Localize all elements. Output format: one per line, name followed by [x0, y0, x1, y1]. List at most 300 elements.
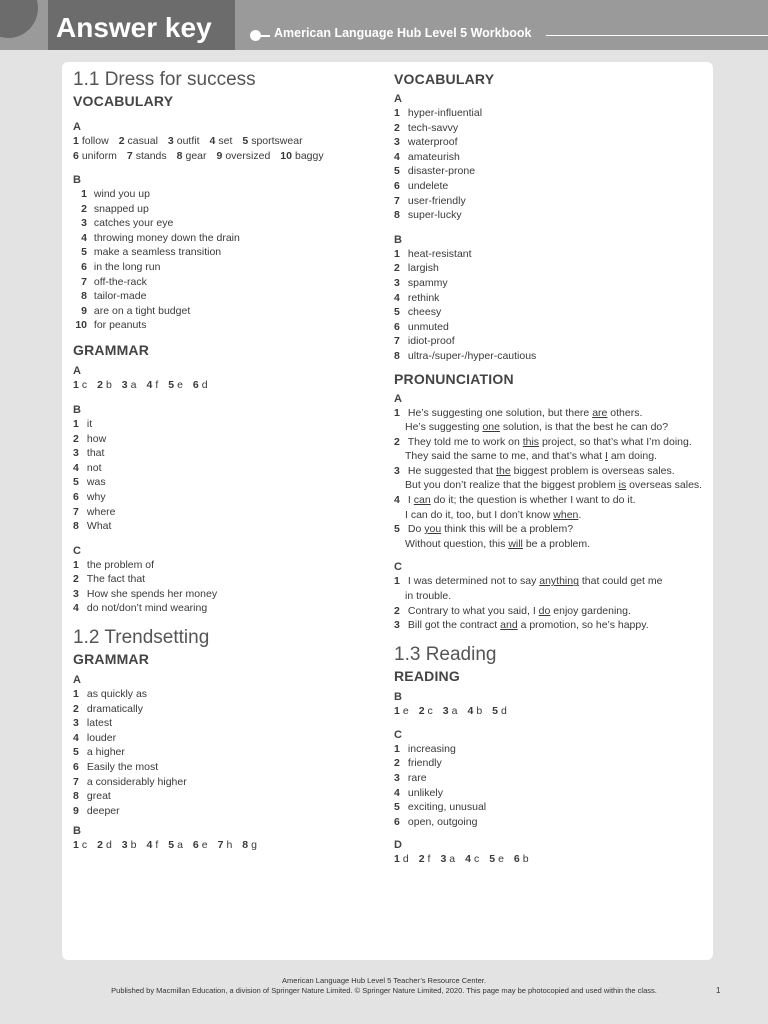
- item-number: 8: [394, 209, 400, 222]
- sentence-item: [394, 604, 704, 619]
- item-number: 7: [73, 775, 79, 788]
- item-number: 4: [209, 135, 216, 147]
- subsection-label: A: [73, 674, 81, 687]
- answer-pair: [514, 853, 529, 865]
- item-answer: sportswear: [251, 135, 303, 147]
- item-number: 5: [81, 246, 87, 259]
- subsection-label: A: [73, 121, 81, 133]
- item-answer: c: [81, 839, 88, 852]
- item-answer: h: [226, 839, 233, 852]
- item-number: 3: [394, 136, 400, 149]
- list-item: [73, 231, 383, 246]
- item-number: 5: [73, 476, 79, 489]
- item-number: 6: [73, 761, 79, 774]
- item-number: 6: [394, 320, 400, 333]
- list-item: [394, 786, 704, 801]
- sentence-item: [394, 574, 704, 589]
- answer-pair: [193, 839, 208, 851]
- stressed-word: can: [413, 494, 431, 507]
- list-item: [73, 519, 383, 534]
- answer-pair: [122, 379, 137, 391]
- list-item: [73, 731, 383, 746]
- sentence-text: I was determined not to say: [407, 575, 540, 588]
- item-number: 3: [121, 839, 128, 852]
- item-number: 8: [394, 349, 400, 362]
- item-number: 8: [176, 150, 183, 162]
- book-title: American Language Hub Level 5 Workbook: [274, 26, 532, 40]
- item-answer: disaster-prone: [407, 165, 476, 178]
- sentence-text: But you don’t realize that the biggest problem: [405, 479, 619, 492]
- item-number: 7: [73, 505, 79, 518]
- list-item: [73, 446, 383, 461]
- answer-pair: [73, 379, 87, 391]
- sentence-text: do it; the question is whether I want to do it.: [430, 494, 636, 507]
- item-number: 8: [73, 520, 79, 533]
- item-answer: a: [449, 853, 456, 866]
- answer-pair: [73, 135, 109, 147]
- sentence-item: [394, 618, 704, 633]
- item-answer: ultra-/super-/hyper-cautious: [407, 349, 537, 362]
- item-number: 4: [467, 704, 474, 717]
- answer-pair: [97, 839, 112, 851]
- answer-pair: [419, 853, 431, 865]
- item-answer: a considerably higher: [86, 775, 187, 788]
- subsection-label: B: [73, 174, 81, 186]
- sentence-text: in trouble.: [405, 590, 452, 603]
- answer-pair: [443, 705, 458, 717]
- item-answer: catches your eye: [93, 217, 174, 230]
- list-item: [394, 349, 704, 364]
- item-number: 8: [242, 839, 249, 852]
- item-number: 8: [81, 290, 87, 303]
- list-item: [394, 291, 704, 306]
- sentence-text: others.: [607, 406, 643, 419]
- item-answer: outfit: [176, 135, 200, 147]
- item-number: 2: [118, 135, 125, 147]
- stressed-word: are: [592, 406, 608, 419]
- item-answer: b: [105, 378, 112, 391]
- item-number: 2: [394, 757, 400, 770]
- item-number: 2: [394, 262, 400, 275]
- item-number: 5: [394, 306, 400, 319]
- answer-row: [73, 134, 383, 149]
- list-item: [394, 815, 704, 830]
- list-item: [394, 150, 704, 165]
- list-item: [73, 804, 383, 819]
- sentence-text: They told me to work on: [407, 435, 523, 448]
- item-number: 5: [168, 378, 175, 391]
- item-answer: louder: [86, 731, 117, 744]
- item-number: 7: [217, 839, 224, 852]
- list-item: [394, 334, 704, 349]
- sentence-item: [394, 435, 704, 450]
- section-title: VOCABULARY: [394, 71, 495, 87]
- item-number: 4: [394, 291, 400, 304]
- list-item: [394, 771, 704, 786]
- sentence-list: [394, 406, 704, 552]
- sentence-text: I: [407, 494, 414, 507]
- item-answer: unlikely: [407, 786, 443, 799]
- sentence-text: He suggested that: [407, 464, 497, 477]
- subsection-label: C: [73, 544, 81, 557]
- sentence-text: .: [578, 508, 582, 521]
- unit-title: 1.2 Trendsetting: [73, 627, 210, 649]
- item-answer: c: [473, 853, 480, 866]
- item-number: 4: [73, 461, 79, 474]
- unit-title: 1.3 Reading: [394, 643, 497, 665]
- subsection-label: B: [73, 403, 81, 416]
- item-answer: super-lucky: [407, 209, 462, 222]
- item-number: 1: [73, 417, 79, 430]
- answer-row: [73, 149, 383, 164]
- list-item: [73, 304, 383, 319]
- item-answer: f: [155, 378, 159, 391]
- item-number: 5: [489, 853, 496, 866]
- answer-pair: [168, 839, 183, 851]
- item-answer: not: [86, 461, 102, 474]
- item-number: 7: [81, 275, 87, 288]
- item-answer: exciting, unusual: [407, 801, 487, 814]
- item-number: 6: [81, 260, 87, 273]
- sentence-text: am doing.: [607, 450, 657, 463]
- answer-pair: [465, 853, 479, 865]
- sentence-text: I can do it, too, but I don’t know: [405, 508, 554, 521]
- item-answer: a: [130, 378, 137, 391]
- sentence-text: He’s suggesting: [405, 421, 483, 434]
- list-item: [73, 789, 383, 804]
- list-item: [394, 121, 704, 136]
- item-answer: do not/don’t mind wearing: [86, 602, 208, 615]
- item-answer: undelete: [407, 179, 449, 192]
- item-answer: cheesy: [407, 306, 442, 319]
- item-number: 3: [73, 717, 79, 730]
- list-item: [394, 276, 704, 291]
- answer-pair: [210, 135, 233, 147]
- item-answer: spammy: [407, 276, 448, 289]
- list-item: [73, 702, 383, 717]
- answer-pair: [146, 379, 158, 391]
- sentence-item: [394, 522, 704, 537]
- item-number: 3: [121, 378, 128, 391]
- answer-row: [73, 378, 383, 393]
- item-answer: hyper-influential: [407, 107, 483, 119]
- item-answer: the problem of: [86, 558, 155, 571]
- subsection-label: D: [394, 839, 402, 852]
- item-number: 1: [394, 406, 400, 419]
- item-answer: user-friendly: [407, 194, 466, 207]
- item-number: 5: [394, 801, 400, 814]
- item-answer: e: [402, 704, 409, 717]
- item-answer: a higher: [86, 746, 125, 759]
- bullet-dash: [260, 35, 270, 37]
- answer-pair: [440, 853, 455, 865]
- answer-pair: [168, 135, 200, 147]
- item-answer: tech-savvy: [407, 121, 459, 134]
- list-item: [73, 558, 383, 573]
- answer-pair: [489, 853, 504, 865]
- item-answer: b: [522, 853, 529, 866]
- stressed-word: do: [538, 604, 551, 617]
- answer-pair: [218, 839, 233, 851]
- section-title: GRAMMAR: [73, 651, 150, 668]
- item-number: 6: [73, 490, 79, 503]
- left-column: [73, 68, 383, 853]
- item-number: 4: [146, 378, 153, 391]
- answer-pair: [280, 150, 323, 162]
- item-number: 9: [81, 304, 87, 317]
- list-item: [73, 245, 383, 260]
- item-answer: make a seamless transition: [93, 246, 222, 259]
- item-answer: e: [177, 378, 183, 391]
- answer-pair: [73, 150, 117, 162]
- item-number: 4: [81, 231, 87, 244]
- list-item: [73, 490, 383, 505]
- subsection-label: A: [73, 364, 81, 377]
- item-answer: why: [86, 490, 106, 503]
- stressed-word: this: [522, 435, 540, 448]
- item-number: 2: [97, 378, 103, 391]
- list-item: [394, 208, 704, 223]
- item-answer: What: [86, 520, 112, 533]
- item-number: 1: [394, 853, 400, 866]
- item-answer: as quickly as: [86, 688, 148, 701]
- stressed-word: and: [500, 619, 518, 632]
- sentence-text: They said the same to me, and that’s what: [405, 450, 605, 463]
- list-item: [73, 187, 383, 202]
- sentence-text: enjoy gardening.: [550, 604, 631, 617]
- list-item: [73, 745, 383, 760]
- answer-list: [73, 417, 383, 534]
- sentence-item: [394, 406, 704, 421]
- item-number: 6: [73, 150, 79, 162]
- sentence-text: Contrary to what you said, I: [407, 604, 539, 617]
- item-number: 3: [394, 772, 400, 784]
- stressed-word: you: [424, 523, 442, 536]
- item-answer: wind you up: [93, 188, 150, 200]
- item-number: 3: [167, 135, 174, 147]
- sentence-text: Without question, this: [405, 537, 509, 550]
- sentence-text: project, so that’s what I’m doing.: [539, 435, 692, 448]
- list-item: [394, 800, 704, 815]
- item-number: 2: [73, 573, 79, 586]
- item-answer: heat-resistant: [407, 247, 472, 260]
- answer-card: [62, 62, 713, 960]
- item-answer: f: [427, 853, 431, 866]
- item-number: 5: [73, 746, 79, 759]
- item-number: 7: [126, 150, 133, 162]
- sentence-text: He’s suggesting one solution, but there: [407, 406, 593, 419]
- item-answer: set: [218, 135, 233, 147]
- subsection-label: B: [394, 233, 402, 246]
- item-answer: f: [155, 839, 159, 852]
- item-answer: was: [86, 476, 106, 489]
- item-number: 3: [394, 464, 400, 477]
- sentence-continuation: [394, 478, 704, 493]
- answer-pair: [177, 150, 207, 162]
- item-answer: gear: [185, 150, 207, 162]
- item-number: 8: [73, 790, 79, 803]
- item-answer: a: [177, 839, 183, 852]
- sentence-text: that could get me: [578, 575, 663, 588]
- item-number: 6: [192, 839, 199, 852]
- list-item: [394, 261, 704, 276]
- sentence-continuation: [394, 508, 704, 523]
- item-answer: rare: [407, 772, 427, 784]
- list-item: [73, 716, 383, 731]
- item-number: 4: [73, 731, 79, 744]
- item-answer: friendly: [407, 757, 442, 770]
- item-answer: that: [86, 447, 105, 460]
- sentence-continuation: [394, 420, 704, 435]
- answer-pair: [394, 853, 409, 865]
- stressed-word: will: [508, 537, 523, 550]
- sentence-text: overseas sales.: [626, 479, 703, 492]
- item-number: 1: [73, 378, 79, 391]
- item-answer: in the long run: [93, 260, 161, 273]
- item-answer: amateurish: [407, 150, 460, 163]
- item-number: 3: [394, 276, 400, 289]
- item-answer: for peanuts: [93, 319, 147, 332]
- item-answer: are on a tight budget: [93, 304, 191, 317]
- answer-list: [73, 558, 383, 616]
- subsection-label: C: [394, 561, 402, 574]
- list-item: [394, 135, 704, 150]
- item-number: 9: [216, 150, 223, 162]
- item-answer: increasing: [407, 742, 456, 755]
- item-answer: d: [402, 853, 409, 866]
- item-answer: deeper: [86, 804, 120, 817]
- stressed-word: one: [482, 421, 500, 434]
- item-answer: casual: [127, 135, 158, 147]
- item-number: 1: [394, 575, 400, 588]
- item-answer: e: [201, 839, 208, 852]
- answer-pair: [146, 839, 158, 851]
- item-number: 5: [394, 165, 400, 178]
- stressed-word: when: [553, 508, 579, 521]
- item-number: 1: [73, 839, 79, 852]
- item-number: 4: [465, 853, 471, 866]
- sentence-continuation: [394, 537, 704, 552]
- list-item: [73, 461, 383, 476]
- item-number: 1: [81, 188, 87, 200]
- stressed-word: anything: [539, 575, 579, 588]
- item-number: 1: [73, 688, 79, 701]
- list-item: [394, 164, 704, 179]
- answer-pair: [217, 150, 271, 162]
- item-number: 2: [418, 853, 425, 866]
- stressed-word: the: [496, 464, 511, 477]
- item-answer: stands: [135, 150, 167, 162]
- item-number: 3: [394, 619, 400, 632]
- item-answer: baggy: [294, 150, 324, 162]
- item-number: 6: [192, 378, 199, 391]
- answer-pair: [168, 379, 183, 391]
- item-answer: Easily the most: [86, 761, 159, 774]
- item-answer: d: [501, 704, 507, 717]
- item-answer: follow: [81, 135, 109, 147]
- item-answer: d: [201, 378, 208, 391]
- list-item: [73, 202, 383, 217]
- answer-pair: [119, 135, 158, 147]
- list-item: [73, 432, 383, 447]
- item-number: 3: [73, 587, 79, 600]
- stressed-word: is: [618, 479, 627, 492]
- subsection-label: A: [394, 93, 402, 105]
- item-answer: great: [86, 790, 111, 803]
- item-number: 2: [73, 432, 79, 445]
- item-number: 2: [81, 202, 87, 215]
- item-answer: uniform: [81, 150, 117, 162]
- item-answer: waterproof: [407, 136, 458, 149]
- footer-line: Published by Macmillan Education, a division of Springer Nature Limited. © Springer Nature Limited, 2020. This page may be photocopied and used within the class.: [111, 986, 657, 995]
- answer-list: [394, 106, 704, 223]
- list-item: [394, 320, 704, 335]
- answer-row: [394, 852, 704, 867]
- item-number: 5: [242, 135, 249, 147]
- item-number: 5: [394, 523, 400, 536]
- item-answer: rethink: [407, 291, 440, 304]
- answer-list: [73, 687, 383, 818]
- item-number: 1: [394, 704, 400, 717]
- item-answer: oversized: [225, 150, 271, 162]
- list-item: [73, 475, 383, 490]
- item-number: 10: [75, 319, 87, 332]
- section-title: PRONUNCIATION: [394, 370, 514, 387]
- item-number: 1: [73, 558, 79, 571]
- item-number: 6: [394, 179, 400, 192]
- item-answer: e: [498, 853, 504, 866]
- answer-pair: [394, 705, 409, 717]
- sentence-list: [394, 574, 704, 632]
- list-item: [73, 318, 383, 333]
- item-number: 2: [394, 121, 400, 134]
- header-rule: [546, 35, 768, 36]
- sentence-item: [394, 464, 704, 479]
- item-answer: c: [81, 378, 88, 391]
- item-number: 2: [394, 604, 400, 617]
- sentence-text: be a problem.: [522, 537, 591, 550]
- list-item: [73, 601, 383, 616]
- subsection-label: C: [394, 728, 402, 741]
- item-number: 1: [73, 135, 79, 147]
- item-answer: unmuted: [407, 320, 449, 333]
- right-column: [394, 68, 704, 867]
- item-number: 3: [442, 704, 449, 717]
- answer-row: [73, 838, 383, 853]
- footer-line: American Language Hub Level 5 Teacher’s Resource Center.: [282, 976, 486, 985]
- list-item: [394, 106, 704, 121]
- subsection-label: B: [394, 690, 402, 703]
- item-number: 4: [394, 786, 400, 799]
- subsection-label: B: [73, 825, 81, 838]
- item-number: 4: [394, 150, 400, 163]
- sentence-continuation: [394, 449, 704, 464]
- item-answer: idiot-proof: [407, 335, 455, 348]
- page-number: 1: [716, 986, 721, 995]
- answer-row: [394, 704, 704, 719]
- list-item: [73, 572, 383, 587]
- list-item: [73, 417, 383, 432]
- list-item: [394, 756, 704, 771]
- answer-pair: [127, 150, 167, 162]
- section-title: GRAMMAR: [73, 341, 150, 358]
- item-number: 4: [146, 839, 153, 852]
- item-answer: how: [86, 432, 107, 445]
- item-answer: snapped up: [93, 202, 149, 215]
- answer-pair: [193, 379, 208, 391]
- item-answer: throwing money down the drain: [93, 231, 240, 244]
- answer-pair: [242, 839, 257, 851]
